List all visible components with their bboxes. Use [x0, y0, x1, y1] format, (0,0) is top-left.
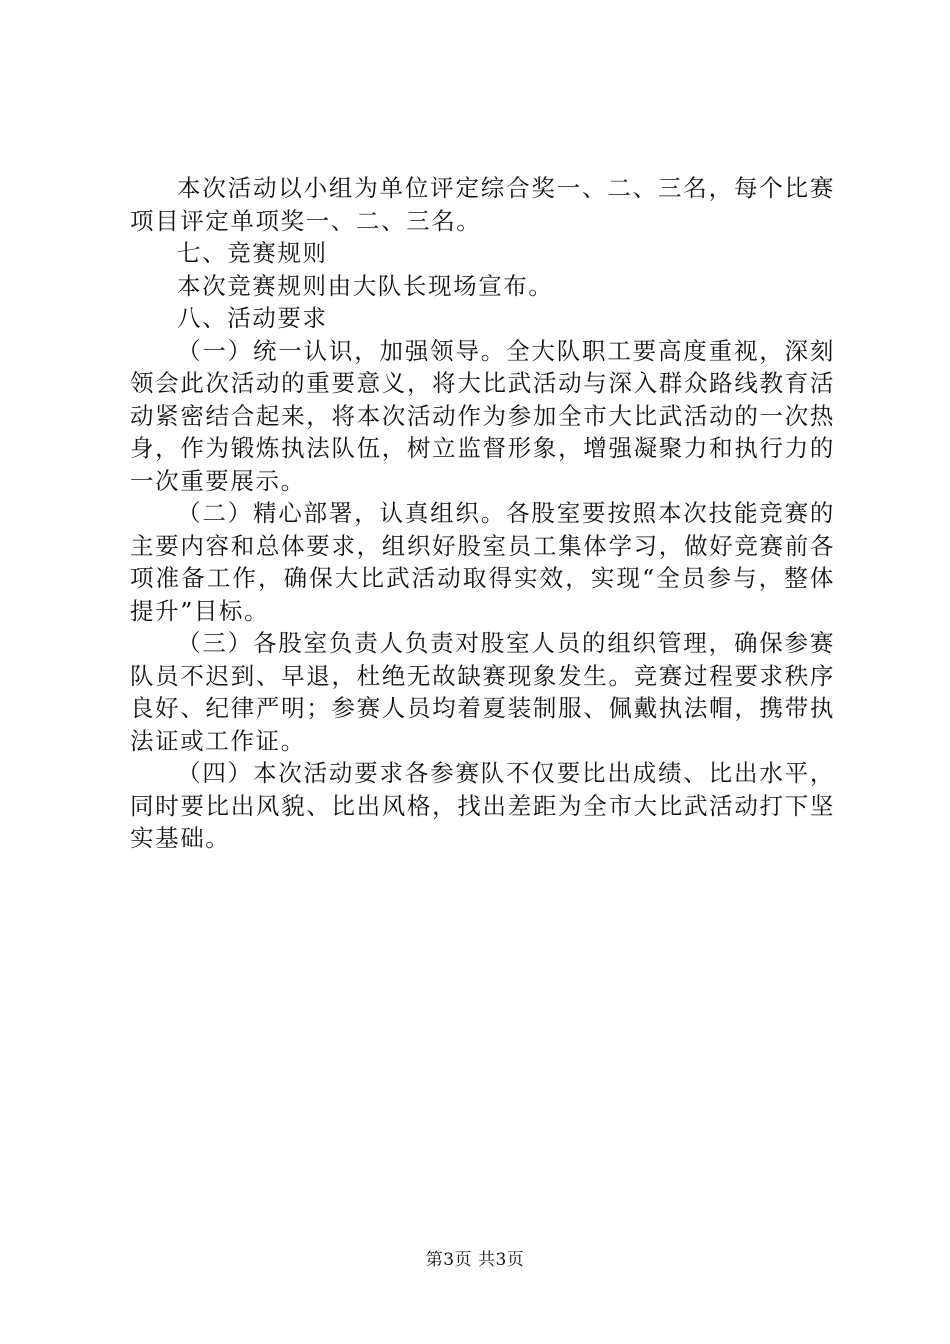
page-number-footer: 第3页 共3页 [425, 1250, 525, 1270]
paragraph-requirement-1: （一）统一认识，加强领导。全大队职工要高度重视，深刻领会此次活动的重要意义，将大比武活动与深入群众路线教育活动紧密结合起来，将本次活动作为参加全市大比武活动的一次热身，作为锻炼执法队伍，树立监督形象，增强凝聚力和执行力的一次重要展示。 [130, 336, 835, 495]
paragraph-awards: 本次活动以小组为单位评定综合奖一、二、三名，每个比赛项目评定单项奖一、二、三名。 [130, 174, 835, 235]
section-heading-rules: 七、竞赛规则 [177, 239, 328, 267]
document-body [130, 172, 835, 855]
paragraph-requirement-3: （三）各股室负责人负责对股室人员的组织管理，确保参赛队员不迟到、早退，杜绝无故缺赛现象发生。竞赛过程要求秩序良好、纪律严明；参赛人员均着夏装制服、佩戴执法帽，携带执法证或工作证。 [130, 629, 835, 755]
paragraph-requirement-4: （四）本次活动要求各参赛队不仅要比出成绩、比出水平，同时要比出风貌、比出风格，找出差距为全市大比武活动打下坚实基础。 [130, 759, 835, 852]
paragraph-requirement-2: （二）精心部署，认真组织。各股室要按照本次技能竞赛的主要内容和总体要求，组织好股室员工集体学习，做好竞赛前各项准备工作，确保大比武活动取得实效，实现“全员参与，整体提升”目标。 [130, 499, 835, 625]
section-heading-requirements: 八、活动要求 [177, 304, 328, 332]
paragraph-rules: 本次竞赛规则由大队长现场宣布。 [177, 271, 554, 300]
